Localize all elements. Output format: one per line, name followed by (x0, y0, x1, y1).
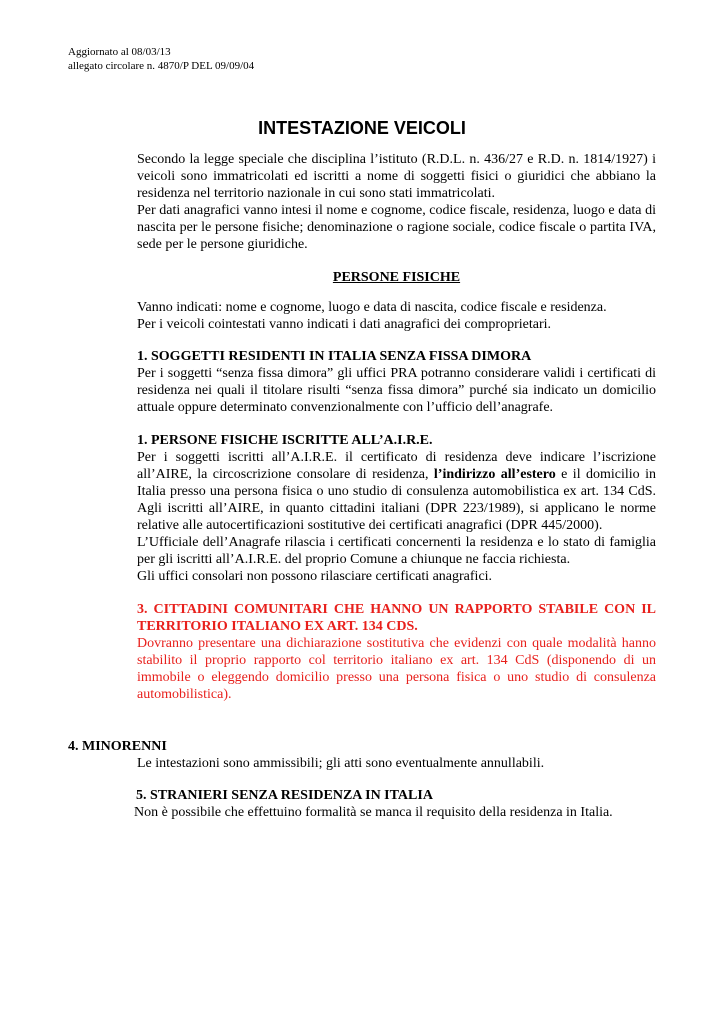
section-stranieri (134, 787, 664, 821)
section-heading: 4. MINORENNI (68, 739, 167, 754)
main-content (137, 151, 656, 703)
section-cittadini-comunitari (137, 601, 656, 703)
section-minorenni (68, 738, 656, 772)
document-header (68, 45, 254, 73)
section-body: Dovranno presentare una dichiarazione sostitutiva che evidenzi con quale modalità hanno stabilito il proprio rapporto col territorio italiano ex art. 134 CdS (disponendo di un immobile o eleggendo domicilio presso una persona fisica o uno studio di consulenza automobilistica). (137, 636, 656, 702)
section-aire (137, 432, 656, 585)
section-heading: 1. SOGGETTI RESIDENTI IN ITALIA SENZA FISSA DIMORA (137, 349, 532, 364)
aire-consolari-paragraph: Gli uffici consolari non possono rilasciare certificati anagrafici. (137, 569, 493, 584)
aire-anagrafe-paragraph: L’Ufficiale dell’Anagrafe rilascia i certificati concernenti la residenza e lo stato di famiglia per gli iscritti all’A.I.R.E. del proprio Comune a chiunque ne faccia richiesta. (137, 535, 656, 567)
page-title: INTESTAZIONE VEICOLI (258, 118, 466, 138)
persone-fisiche-paragraph-2: Per i veicoli cointestati vanno indicati i dati anagrafici dei comproprietari. (137, 317, 552, 332)
aire-body-part-2: e il domicilio in Italia presso una persona fisica o uno studio di consulenza automobilistica ex art. 134 CdS. Agli iscritti all’AIRE, in quanto cittadini italiani (DPR 223/1989), si applicano le norme relative alle autocertificazioni sostitutive dei certificati anagrafici (DPR 445/2000). (137, 467, 657, 533)
intro-paragraph-1: Secondo la legge speciale che disciplina l’istituto (R.D.L. n. 436/27 e R.D. n. 1814/1927) i veicoli sono immatricolati ed iscritti a nome di soggetti fisici o giuridici che abbiano la residenza nel territorio nazionale in cui sono stati immatricolati. (137, 152, 656, 201)
update-date: Aggiornato al 08/03/13 (68, 46, 171, 58)
section-body: Per i soggetti “senza fissa dimora” gli uffici PRA potranno considerare validi i certificati di residenza nei quali il titolare risulti “senza fissa dimora” purché sia indicato un domicilio attuale oppure determinato convenzionalmente con l’ufficio dell’anagrafe. (137, 366, 656, 415)
aire-body-part-1: Per i soggetti iscritti all’A.I.R.E. il certificato di residenza deve indicare l’iscrizione all’AIRE, la circoscrizione consolare di residenza, (137, 450, 656, 482)
aire-body-bold: l’indirizzo all’estero (433, 467, 556, 482)
persone-fisiche-paragraph-1: Vanno indicati: nome e cognome, luogo e data di nascita, codice fiscale e residenza. (137, 300, 607, 315)
persone-fisiche-heading: PERSONE FISICHE (332, 270, 461, 285)
section-heading: 5. STRANIERI SENZA RESIDENZA IN ITALIA (136, 788, 433, 803)
section-heading: 1. PERSONE FISICHE ISCRITTE ALL’A.I.R.E. (137, 433, 433, 448)
section-heading: 3. CITTADINI COMUNITARI CHE HANNO UN RAPPORTO STABILE CON IL TERRITORIO ITALIANO EX ART. 134 CDS. (137, 602, 656, 634)
circular-reference: allegato circolare n. 4870/P DEL 09/09/04 (68, 60, 255, 72)
section-senza-fissa-dimora (137, 348, 656, 416)
section-body: Le intestazioni sono ammissibili; gli atti sono eventualmente annullabili. (137, 756, 545, 771)
intro-paragraph-2: Per dati anagrafici vanno intesi il nome e cognome, codice fiscale, residenza, luogo e data di nascita per le persone fisiche; denominazione o ragione sociale, codice fiscale o partita IVA, sede per le persone giuridiche. (137, 203, 656, 252)
section-body (137, 449, 656, 534)
section-body: Non è possibile che effettuino formalità se manca il requisito della residenza in Italia. (134, 805, 613, 820)
